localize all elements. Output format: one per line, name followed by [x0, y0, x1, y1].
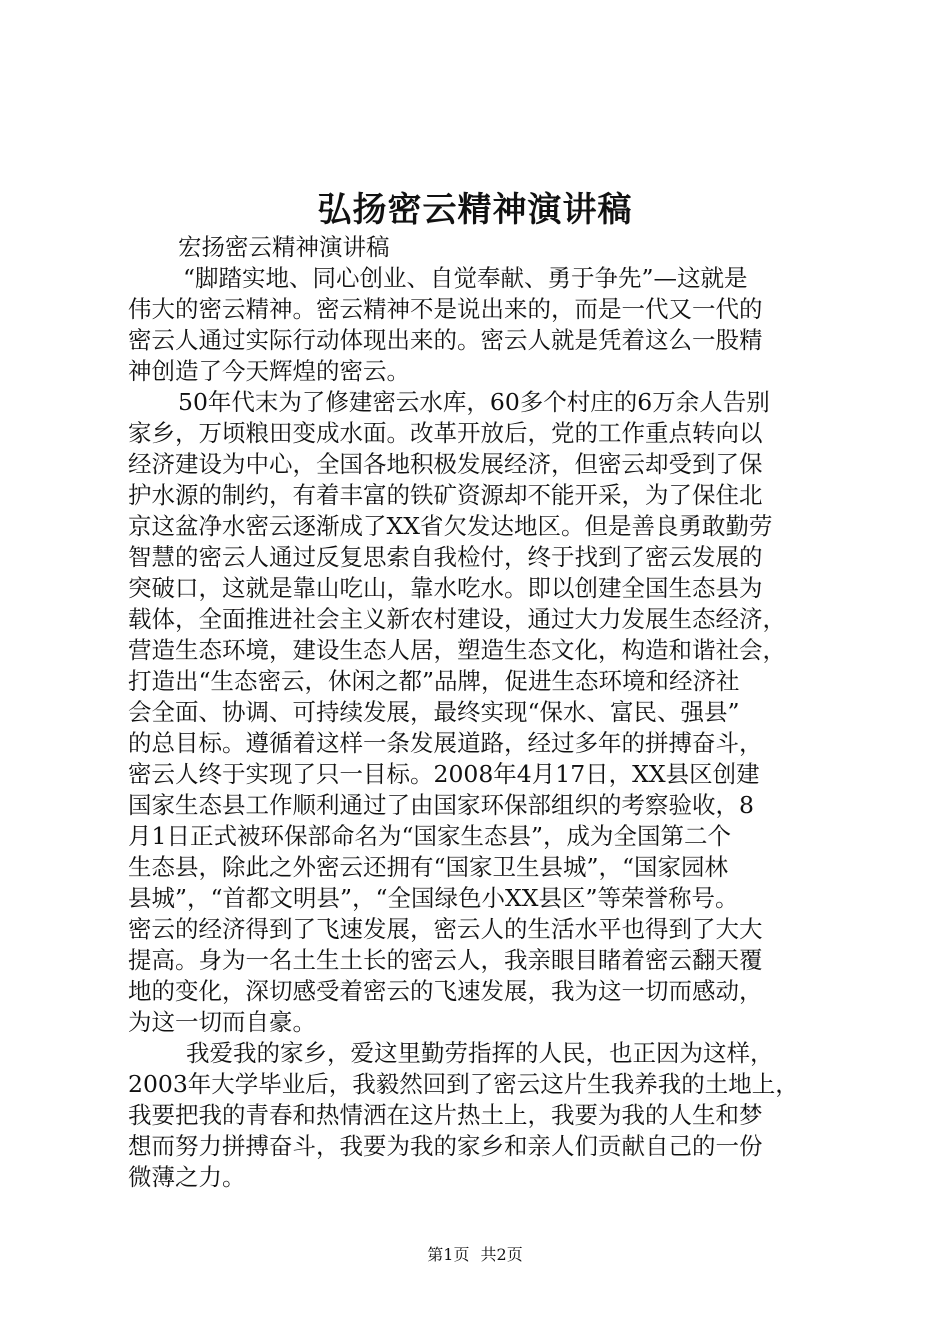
paragraph-line: 打造出“生态密云，休闲之都”品牌，促进生态环境和经济社 — [128, 667, 740, 695]
paragraph-2 — [128, 387, 830, 1038]
paragraph-line: 我爱我的家乡，爱这里勤劳指挥的人民，也正因为这样， — [186, 1039, 774, 1067]
paragraph-line: 密云的经济得到了飞速发展，密云人的生活水平也得到了大大 — [128, 915, 763, 943]
paragraph-line: 想而努力拼搏奋斗，我要为我的家乡和亲人们贡献自己的一份 — [128, 1132, 763, 1160]
paragraph-line: 营造生态环境，建设生态人居，塑造生态文化，构造和谐社会， — [128, 636, 786, 664]
page-number: 第1页 — [427, 1245, 470, 1264]
paragraph-line: 微薄之力。 — [128, 1163, 246, 1191]
paragraph-line: 2003年大学毕业后，我毅然回到了密云这片生我养我的土地上， — [128, 1070, 799, 1098]
paragraph-line: 县城”，“首都文明县”，“全国绿色小XX县区”等荣誉称号。 — [128, 884, 739, 912]
paragraph-line: 密云人终于实现了只一目标。2008年4月17日，XX县区创建 — [128, 760, 760, 788]
paragraph-line: 的总目标。遵循着这样一条发展道路，经过多年的拼搏奋斗， — [128, 729, 763, 757]
document-title: 弘扬密云精神演讲稿 — [317, 190, 633, 230]
paragraph-line: 月1日正式被环保部命名为“国家生态县”，成为全国第二个 — [128, 822, 731, 850]
subtitle-text: 宏扬密云精神演讲稿 — [178, 233, 390, 261]
paragraph-line: 国家生态县工作顺利通过了由国家环保部组织的考察验收，8 — [128, 791, 754, 819]
paragraph-line: 神创造了今天辉煌的密云。 — [128, 357, 410, 385]
paragraph-line: “脚踏实地、同心创业、自觉奉献、勇于争先”—这就是 — [183, 264, 748, 292]
paragraph-line: 载体，全面推进社会主义新农村建设，通过大力发展生态经济， — [128, 605, 786, 633]
paragraph-line: 经济建设为中心，全国各地积极发展经济，但密云却受到了保 — [128, 450, 763, 478]
page-footer — [0, 1244, 950, 1266]
paragraph-line: 京这盆净水密云逐渐成了XX省欠发达地区。但是善良勇敢勤劳 — [128, 512, 773, 540]
paragraph-line: 家乡，万顷粮田变成水面。改革开放后，党的工作重点转向以 — [128, 419, 763, 447]
paragraph-line: 护水源的制约，有着丰富的铁矿资源却不能开采，为了保住北 — [128, 481, 763, 509]
page-total: 共2页 — [480, 1245, 523, 1264]
paragraph-1 — [128, 263, 830, 387]
paragraph-line: 生态县，除此之外密云还拥有“国家卫生县城”，“国家园林 — [128, 853, 729, 881]
paragraph-line: 智慧的密云人通过反复思索自我检付，终于找到了密云发展的 — [128, 543, 763, 571]
paragraph-line: 为这一切而自豪。 — [128, 1008, 316, 1036]
paragraph-line: 提高。身为一名土生土长的密云人，我亲眼目睹着密云翻天覆 — [128, 946, 763, 974]
document-body — [128, 232, 830, 1193]
paragraph-line: 50年代末为了修建密云水库，60多个村庄的6万余人告别 — [178, 388, 770, 416]
paragraph-line: 密云人通过实际行动体现出来的。密云人就是凭着这么一股精 — [128, 326, 763, 354]
paragraph-line: 地的变化，深切感受着密云的飞速发展，我为这一切而感动， — [128, 977, 763, 1005]
paragraph-line: 伟大的密云精神。密云精神不是说出来的，而是一代又一代的 — [128, 295, 763, 323]
paragraph-line: 我要把我的青春和热情洒在这片热土上，我要为我的人生和梦 — [128, 1101, 763, 1129]
paragraph-line: 突破口，这就是靠山吃山，靠水吃水。即以创建全国生态县为 — [128, 574, 763, 602]
paragraph-line: 会全面、协调、可持续发展，最终实现“保水、富民、强县” — [128, 698, 740, 726]
subtitle-line — [128, 232, 830, 263]
paragraph-3 — [128, 1038, 830, 1193]
